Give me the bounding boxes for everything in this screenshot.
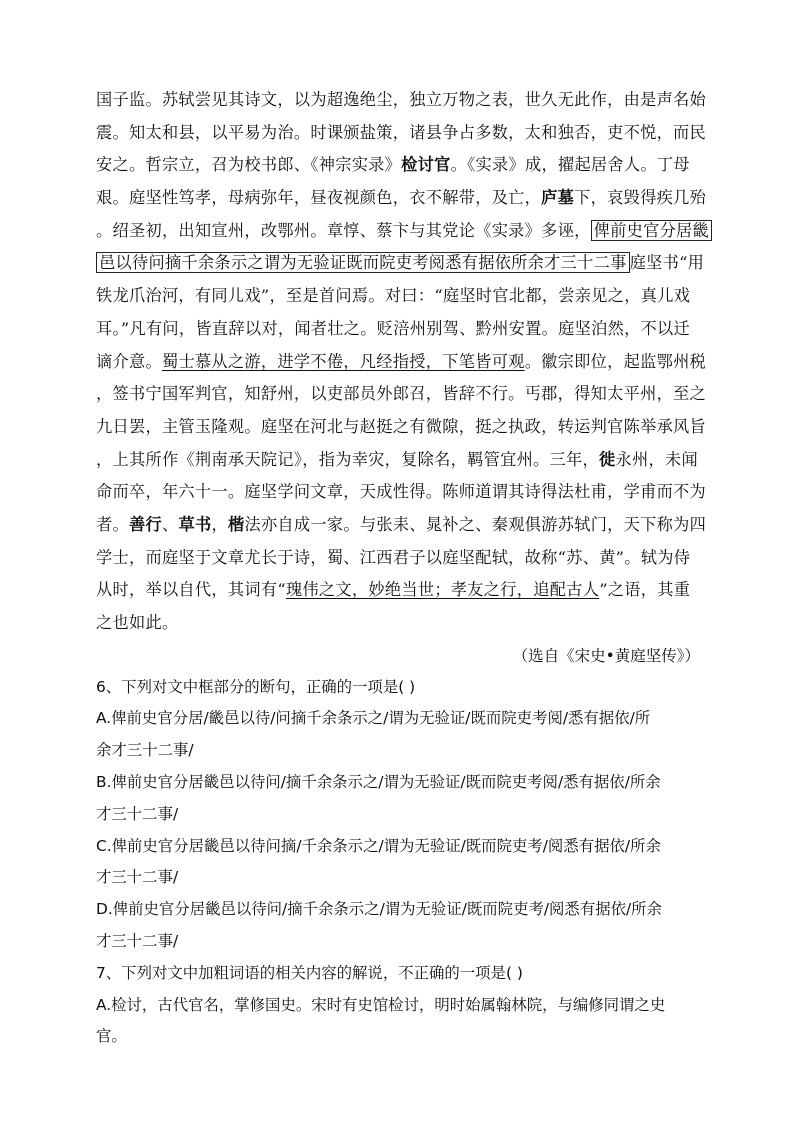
bold-term-lumu: 庐墓 — [541, 188, 575, 208]
boxed-segment-end: 邑以待问摘千余条示之谓为无验证既而院吏考阅悉有据依所余才三十二事 — [96, 252, 630, 273]
passage-line: 耳。”凡有问，皆直辞以对，闻者壮之。贬涪州别驾、黔州安置。庭坚泊然，不以迁 — [96, 318, 691, 338]
bold-term-kai: 楷 — [227, 514, 245, 534]
passage-text — [96, 84, 710, 640]
passage-line — [96, 215, 710, 248]
question-6 — [96, 672, 700, 958]
bold-term-caoshu: 草书 — [178, 514, 212, 534]
passage-line — [96, 346, 707, 379]
passage-line: 震。知太和县，以平易为治。时课颁盐策，诸县争占多数，太和独否，吏不悦，而民 — [96, 122, 707, 142]
passage-line — [96, 444, 700, 477]
question-7 — [96, 958, 700, 1053]
option-a-line-2: 官。 — [96, 1027, 127, 1046]
document-page — [96, 84, 710, 1053]
passage-line: 之也如此。 — [96, 613, 179, 632]
text-run: ”之语，其重 — [599, 580, 691, 600]
text-run: 下，哀毁得疾几殆 — [574, 188, 707, 208]
text-run: 永州，未闻 — [615, 449, 698, 469]
bold-term-xi: 徙 — [599, 449, 616, 469]
text-run: 。《实录》成，擢起居舍人。丁母 — [450, 155, 690, 175]
underlined-sentence-1: 蜀士慕从之游，进学不倦，凡经指授，下笔皆可观 — [161, 351, 525, 371]
boxed-segment-start: 俾前史官分居畿 — [591, 220, 712, 241]
bold-term-xing: 善行 — [128, 514, 162, 534]
text-run: 、 — [161, 514, 179, 534]
passage-line: 九日罢，主管玉隆观。庭坚在河北与赵挺之有微隙，挺之执政，转运判官陈举承风旨 — [96, 416, 707, 436]
option-b-line-2: 才三十二事/ — [96, 804, 179, 823]
text-run: ，上其所作《荆南承天院记》，指为幸灾，复除名，羁管宜州。三年， — [96, 449, 600, 469]
passage-line — [96, 149, 700, 182]
text-run: 谪介意。 — [96, 351, 162, 371]
question-stem: 7、下列对文中加粗词语的相关内容的解说，不正确的一项是( ) — [96, 963, 523, 982]
option-d-line-1: D.俾前史官分居畿邑以待问/摘千余条示之/谓为无验证/既而院吏考/阅悉有据依/所余 — [96, 900, 662, 919]
text-run: 。徽宗即位，起监鄂州税 — [524, 351, 707, 371]
text-run: 艰。庭坚性笃孝，母病弥年，昼夜视颜色，衣不解带，及亡， — [96, 188, 542, 208]
text-run: ， — [211, 514, 228, 534]
source-citation: （选自《宋史•黄庭坚传》） — [512, 646, 700, 665]
passage-line — [96, 574, 700, 607]
option-a-line-2: 余才三十二事/ — [96, 741, 194, 760]
option-a-line-1: A.检讨，古代官名，掌修国史。宋时有史馆检讨，明时始属翰林院，与编修同谓之史 — [96, 995, 666, 1014]
passage-line — [96, 182, 707, 215]
text-run: 从时，举以自代，其词有“ — [96, 580, 286, 600]
option-c-line-2: 才三十二事/ — [96, 868, 179, 887]
option-d-line-2: 才三十二事/ — [96, 932, 179, 951]
option-c-line-1: C.俾前史官分居畿邑以待问摘/千余条示之/谓为无验证/既而院吏考/阅悉有据依/所余 — [96, 836, 661, 855]
question-stem: 6、下列对文中框部分的断句，正确的一项是( ) — [96, 677, 416, 696]
bold-term-jiantao: 检讨官 — [401, 155, 451, 175]
text-run: 庭坚书“用 — [629, 253, 705, 273]
passage-line — [96, 509, 707, 542]
option-a-line-1: A.俾前史官分居/畿邑以待/问摘千余条示之/谓为无验证/既而院吏考阅/悉有据依/所 — [96, 709, 651, 728]
underlined-sentence-2: 瑰伟之文，妙绝当世；孝友之行，追配古人 — [285, 580, 600, 600]
passage-line: 国子监。苏轼尝见其诗文，以为超逸绝尘，独立万物之表，世久无此作，由是声名始 — [96, 90, 707, 109]
option-b-line-1: B.俾前史官分居畿邑以待问/摘千余条示之/谓为无验证/既而院吏考阅/悉有据依/所余 — [96, 773, 661, 792]
text-run: 者。 — [96, 514, 129, 534]
passage-line: 铁龙爪治河，有同儿戏”，至是首问焉。对曰：“庭坚时官北都，尝亲见之，真儿戏 — [96, 286, 691, 306]
passage-line — [96, 247, 705, 280]
passage-line: 学士，而庭坚于文章尤长于诗，蜀、江西君子以庭坚配轼，故称“苏、黄”。轼为侍 — [96, 547, 691, 567]
text-run: 安之。哲宗立，召为校书郎、《神宗实录》 — [96, 155, 402, 175]
passage-line: 命而卒，年六十一。庭坚学问文章，天成性得。陈师道谓其诗得法杜甫，学甫而不为 — [96, 482, 707, 502]
passage-line: ，签书宁国军判官，知舒州，以吏部员外郎召，皆辞不行。丐郡，得知太平州，至之 — [96, 384, 707, 404]
text-run: 。绍圣初，出知宣州，改鄂州。章惇、蔡卞与其党论《实录》多诬， — [96, 220, 591, 240]
text-run: 法亦自成一家。与张耒、晁补之、秦观俱游苏轼门，天下称为四 — [244, 514, 707, 534]
